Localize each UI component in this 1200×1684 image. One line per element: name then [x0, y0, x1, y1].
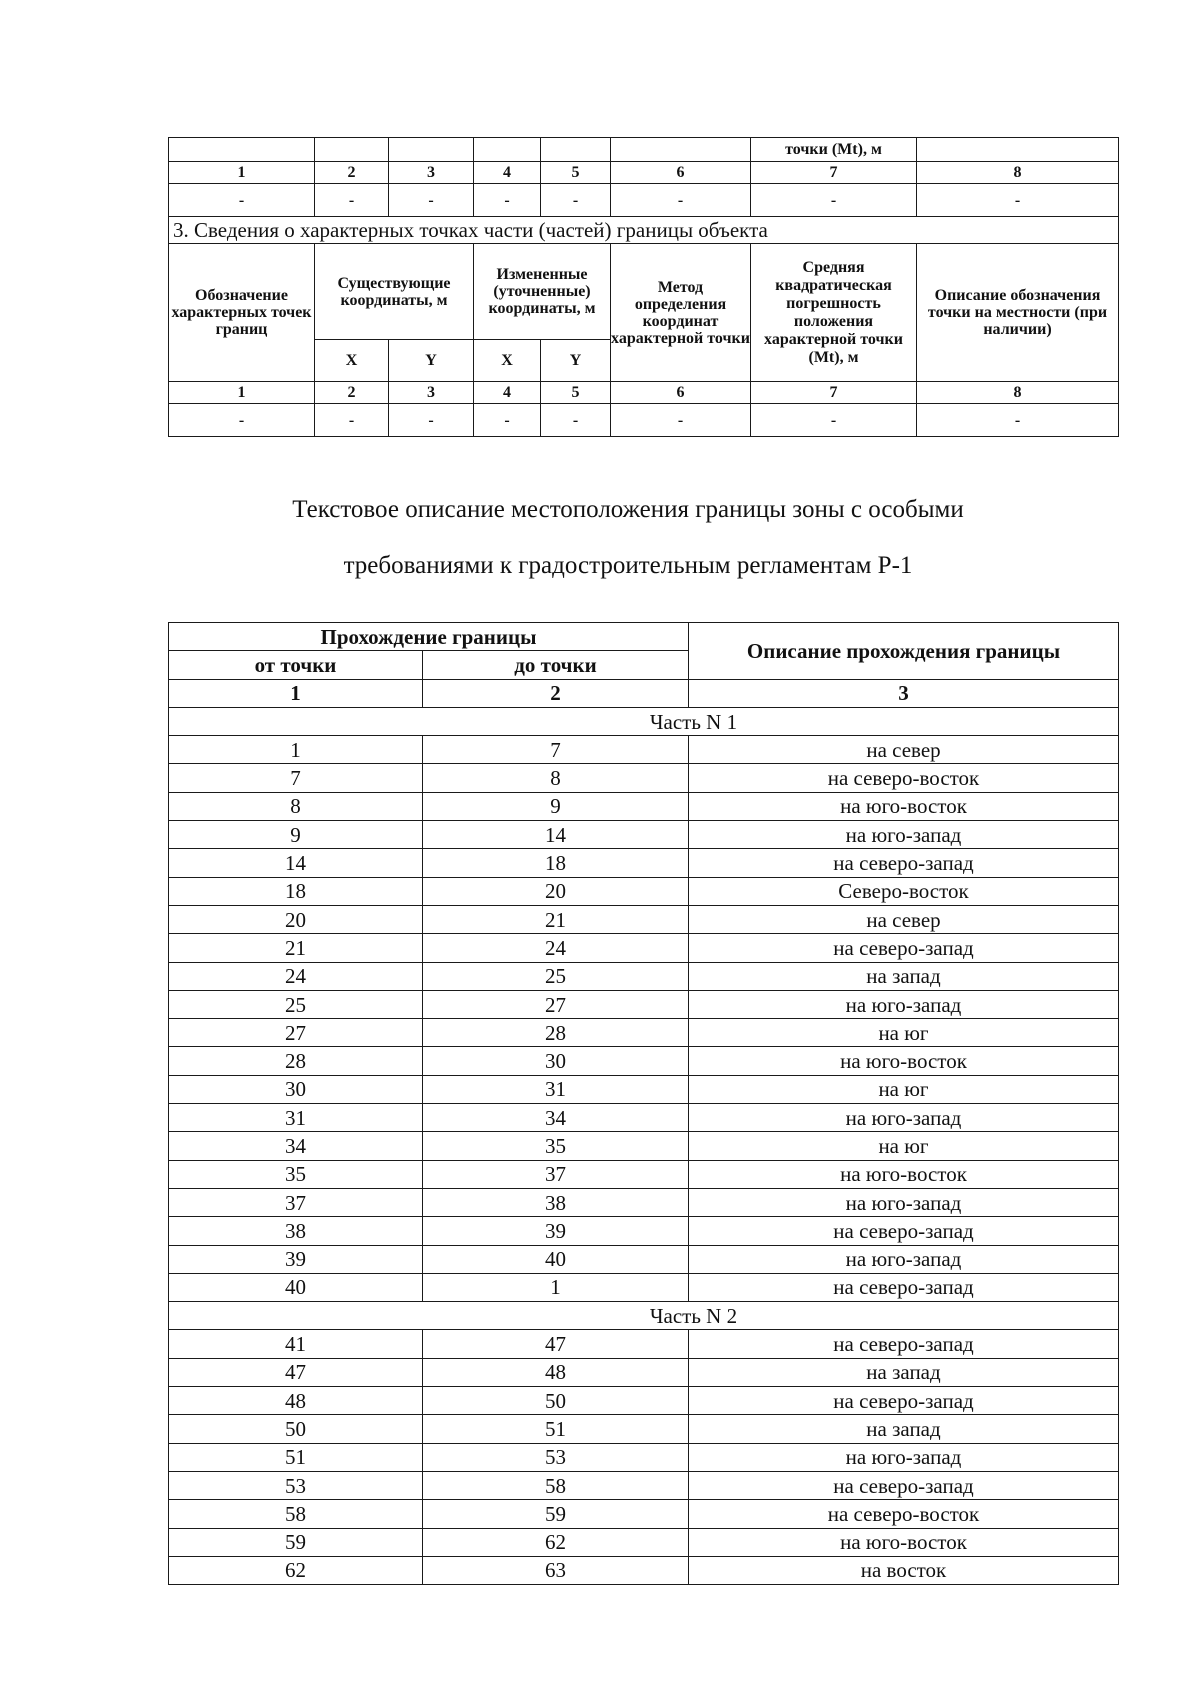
part-2-label: Часть N 2 [169, 1302, 1119, 1330]
table-row: 20 21 на север [169, 905, 1119, 933]
table-row: 34 35 на юг [169, 1132, 1119, 1160]
table-row: 53 58 на северо-запад [169, 1471, 1119, 1499]
section-title-row [169, 217, 1119, 244]
description-header: Описание обозначения точки на местности (при наличии) [917, 244, 1119, 382]
table-row: 58 59 на северо-восток [169, 1500, 1119, 1528]
designation-header: Обозначение характерных точек границ [169, 244, 315, 382]
table-row: 59 62 на юго-восток [169, 1528, 1119, 1556]
description-header: Описание прохождения границы [689, 623, 1119, 680]
part-1-label: Часть N 1 [169, 707, 1119, 735]
route-header-row [169, 623, 1119, 651]
table-row: 24 25 на запад [169, 962, 1119, 990]
table-row: 41 47 на северо-запад [169, 1330, 1119, 1358]
to-point-header: до точки [423, 651, 689, 679]
column-number-row: 1 2 3 4 5 6 7 8 [169, 162, 1119, 184]
y-header: Y [389, 340, 474, 382]
table-row: 31 34 на юго-запад [169, 1104, 1119, 1132]
method-header: Метод определения координат характерной точки [611, 244, 751, 382]
table-row: 37 38 на юго-запад [169, 1188, 1119, 1216]
table-row: 28 30 на юго-восток [169, 1047, 1119, 1075]
table-row: 39 40 на юго-запад [169, 1245, 1119, 1273]
part-row [169, 1302, 1119, 1330]
header-row [169, 244, 1119, 340]
header-tail-row [169, 138, 1119, 162]
x-header: X [315, 340, 389, 382]
mt-label-cell: точки (Mt), м [751, 138, 917, 162]
error-header: Средняя квадратическая погрешность положения характерной точки (Mt), м [751, 244, 917, 382]
passage-header: Прохождение границы [169, 623, 689, 651]
boundary-route-table [168, 622, 1119, 1585]
table-row: 51 53 на юго-запад [169, 1443, 1119, 1471]
characteristic-points-table [168, 137, 1119, 437]
table-row: 1 7 на север [169, 736, 1119, 764]
from-point-header: от точки [169, 651, 423, 679]
x-header: X [474, 340, 541, 382]
page-heading-line-2: требованиями к градостроительным регламентам Р-1 [343, 552, 913, 579]
table-row: 35 37 на юго-восток [169, 1160, 1119, 1188]
table-row: 62 63 на восток [169, 1556, 1119, 1584]
table-row: 21 24 на северо-запад [169, 934, 1119, 962]
column-number-row: 1 2 3 4 5 6 7 8 [169, 382, 1119, 404]
page-heading-line-1: Текстовое описание местоположения границы зоны с особыми [292, 496, 964, 523]
table-row: 30 31 на юг [169, 1075, 1119, 1103]
empty-row: - - - - - - - - [169, 404, 1119, 437]
section-title: 3. Сведения о характерных точках части (частей) границы объекта [169, 217, 1119, 244]
table-row: 27 28 на юг [169, 1019, 1119, 1047]
table-row: 9 14 на юго-запад [169, 821, 1119, 849]
y-header: Y [541, 340, 611, 382]
empty-row: - - - - - - - - [169, 184, 1119, 217]
table-row: 14 18 на северо-запад [169, 849, 1119, 877]
part-row [169, 707, 1119, 735]
table-row: 38 39 на северо-запад [169, 1217, 1119, 1245]
table-row: 50 51 на запад [169, 1415, 1119, 1443]
table-row: 18 20 Северо-восток [169, 877, 1119, 905]
route-column-number-row: 1 2 3 [169, 679, 1119, 707]
table-row: 25 27 на юго-запад [169, 990, 1119, 1018]
existing-coords-header: Существующие координаты, м [315, 244, 474, 340]
table-row: 40 1 на северо-запад [169, 1273, 1119, 1301]
table-row: 48 50 на северо-запад [169, 1387, 1119, 1415]
table-row: 47 48 на запад [169, 1358, 1119, 1386]
table-row: 7 8 на северо-восток [169, 764, 1119, 792]
changed-coords-header: Измененные (уточненные) координаты, м [474, 244, 611, 340]
table-row: 8 9 на юго-восток [169, 792, 1119, 820]
